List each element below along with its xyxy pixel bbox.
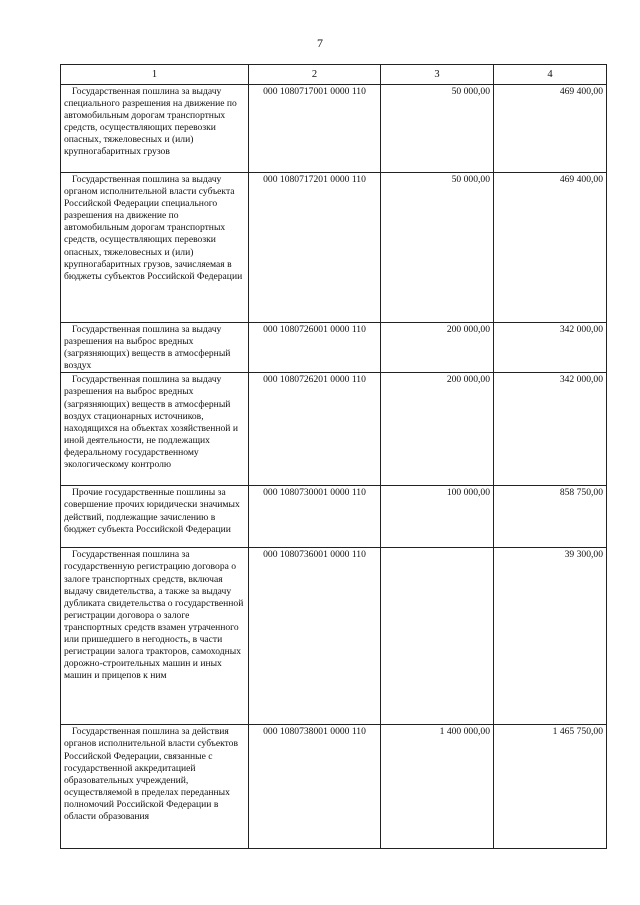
row-code: 000 1080717001 0000 110 xyxy=(249,85,381,173)
row-name: Государственная пошлина за выдачу специального разрешения на движение по автомобильным дорогам транспортных средств, осуществляющих перевозки опасных, тяжеловесных и (или) крупногабаритных грузов xyxy=(64,86,237,158)
row-col3: 100 000,00 xyxy=(381,486,494,548)
row-code: 000 1080717201 0000 110 xyxy=(249,173,381,323)
header-col-4: 4 xyxy=(494,65,607,85)
row-name: Государственная пошлина за государственную регистрацию договора о залоге транспортных средств, включая выдачу свидетельства, а также за выдачу дубликата свидетельства о государственной регистрации договора о залоге транспортных средств взамен утраченного или пришедшего в негодность, в части регистрации залога тракторов, самоходных дорожно-строительных машин и иных машин и прицепов к ним xyxy=(64,549,244,682)
table-header-row xyxy=(61,65,607,85)
row-code: 000 1080730001 0000 110 xyxy=(249,486,381,548)
row-col4: 39 300,00 xyxy=(494,548,607,725)
header-col-3: 3 xyxy=(381,65,494,85)
header-col-1: 1 xyxy=(61,65,249,85)
table-row xyxy=(61,486,607,548)
row-code: 000 1080736001 0000 110 xyxy=(249,548,381,725)
row-name: Государственная пошлина за выдачу разрешения на выброс вредных (загрязняющих) веществ в атмосферный воздух стационарных источников, находящихся на объектах хозяйственной и иной деятельности, не подлежащих федеральному государственному экологическому контролю xyxy=(64,374,238,471)
table-row xyxy=(61,85,607,173)
row-name: Государственная пошлина за действия органов исполнительной власти субъектов Российской Федерации, связанные с государственной аккредитацией образовательных учреждений, осуществляемой в пределах переданных полномочий Российской Федерации в области образования xyxy=(64,726,238,823)
row-name: Государственная пошлина за выдачу разрешения на выброс вредных (загрязняющих) веществ в атмосферный воздух xyxy=(64,324,231,372)
row-col4: 1 465 750,00 xyxy=(494,725,607,849)
row-col4: 469 400,00 xyxy=(494,173,607,323)
row-col3: 50 000,00 xyxy=(381,173,494,323)
row-code: 000 1080738001 0000 110 xyxy=(249,725,381,849)
row-col3: 200 000,00 xyxy=(381,323,494,373)
row-col3: 1 400 000,00 xyxy=(381,725,494,849)
row-col4: 342 000,00 xyxy=(494,373,607,486)
header-col-2: 2 xyxy=(249,65,381,85)
row-col4: 342 000,00 xyxy=(494,323,607,373)
table-row xyxy=(61,548,607,725)
row-col3: 200 000,00 xyxy=(381,373,494,486)
row-col4: 858 750,00 xyxy=(494,486,607,548)
row-name: Государственная пошлина за выдачу органом исполнительной власти субъекта Российской Федерации специального разрешения на движение по автомобильным дорогам транспортных средств, осуществляющих перевозки опасных, тяжеловесных и (или) крупногабаритных грузов, зачисляемая в бюджеты субъектов Российской Федерации xyxy=(64,174,243,282)
table-row xyxy=(61,725,607,849)
table-row xyxy=(61,173,607,323)
page-number: 7 xyxy=(317,36,323,50)
row-col3 xyxy=(381,548,494,725)
row-code: 000 1080726001 0000 110 xyxy=(249,323,381,373)
table-row xyxy=(61,323,607,373)
table-row xyxy=(61,373,607,486)
row-col3: 50 000,00 xyxy=(381,85,494,173)
fees-table xyxy=(60,64,607,849)
row-name: Прочие государственные пошлины за совершение прочих юридически значимых действий, подлежащие зачислению в бюджет субъекта Российской Федерации xyxy=(64,487,240,535)
row-code: 000 1080726201 0000 110 xyxy=(249,373,381,486)
row-col4: 469 400,00 xyxy=(494,85,607,173)
